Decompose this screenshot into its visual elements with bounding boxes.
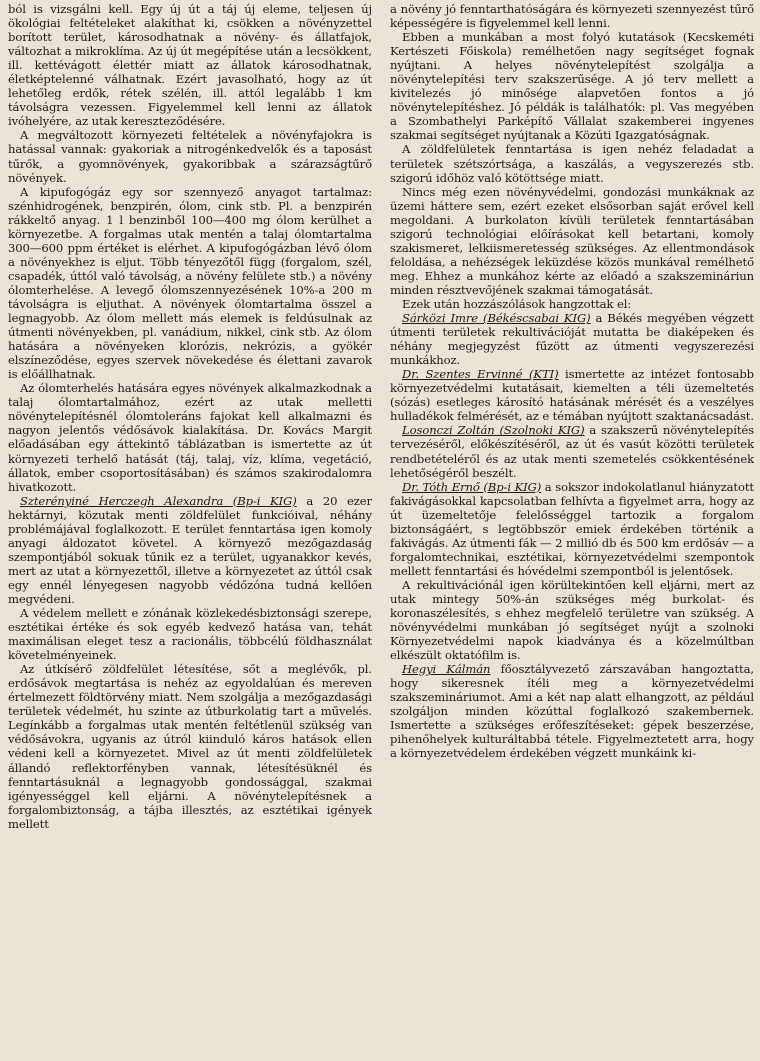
- paragraph-text: A védelem mellett e zónának közlekedésbiztonsági szerepe, esztétikai értéke és sok egyéb kedvező hatása van, tehát maximálisan eleget tesz a racionális, többcélú földhasználat követelményeinek.: [8, 606, 372, 663]
- paragraph-text: Az ólomterhelés hatására egyes növények alkalmazkodnak a talaj ólomtartalmához, ezért az utak melletti növénytelepítésnél ólomtoleráns fajokat kell alkalmazni és nagyon jelentős védősávok kialakítása. Dr. Kovács Margit előadásában egy áttekintő táblázatban is ismertette az út környezeti terhelő hatását (táj, talaj, víz, klíma, vegetáció, állatok, ember csoportosításában) és számos szakirodalomra hivatkozott.: [8, 381, 372, 494]
- speaker-paragraph: [390, 367, 754, 423]
- paragraph-text: Az útkísérő zöldfelület létesítése, sőt a meglévők, pl. erdősávok megtartása is nehéz az egyoldalúan és mereven értelmezett földtörvény miatt. Nem szolgálja a mezőgazdasági területek védelmét, hu szinte az útburkolatig tart a művelés. Legínkább a forgalmas utak mentén feltétlenül szükség van védősávokra, ugyanis az útról kiinduló káros hatások ellen védeni kell a környezetet. Mivel az út menti zöldfelületek állandó reflektorfényben vannak, létesítésüknél és fenntartásuknál a legnagyobb gondossággal, szakmai igényességgel kell eljárni. A növénytelepítésnek a forgalombiztonság, a tájba illesztés, az esztétikai igények mellett: [8, 662, 372, 831]
- paragraph: [8, 185, 372, 382]
- paragraph-text: Ebben a munkában a most folyó kutatások (Kecskeméti Kertészeti Főiskola) remélhetően nagy segítséget fognak nyújtani. A helyes növénytelepítést szolgálja a növénytelepítési terv szakszerűsége. A jó terv mellett a kivitelezés jó minősége alapvetően fontos a jó növénytelepítéshez. Jó példák is találhatók: pl. Vas megyében a Szombathelyi Parképítő Vállalat szakemberei ingyenes szakmai segítséget nyújtanak a Közúti Igazgatóságnak.: [390, 30, 754, 143]
- paragraph-text: ismertette az intézet fontosabb környezetvédelmi kutatásait, kiemelten a téli üzemeltetés (sózás) esetleges károsító hatásának mérését és a veszélyes hulladékok felmérését, az e témában nyújtott szaktanácsadást.: [390, 367, 754, 424]
- speaker-name: Losonczi Zoltán (Szolnoki KIG): [402, 423, 585, 438]
- paragraph: [390, 2, 754, 30]
- right-column: [390, 2, 754, 1061]
- paragraph: [8, 662, 372, 831]
- speaker-name: Hegyi Kálmán: [402, 662, 491, 677]
- paragraph-text: A rekultivációnál igen körültekintően kell eljárni, mert az utak mintegy 50%-án szükséges még burkolat- és koronaszélesítés, s ehhez megfelelő területre van szükség. A növényvédelmi munkában jó segítséget nyújt a szolnoki Környezetvédelmi napok kiadványa és a közelmúltban elkészült oktatófilm is.: [390, 577, 754, 663]
- speaker-name: Dr. Tóth Ernő (Bp-i KIG): [402, 479, 542, 494]
- speaker-name: Dr. Szentes Ervinné (KTI): [402, 367, 559, 382]
- speaker-paragraph: [390, 662, 754, 760]
- speaker-paragraph: [390, 311, 754, 367]
- paragraph-text: A megváltozott környezeti feltételek a növényfajokra is hatással vannak: gyakoriak a nitrogénkedvelők és a taposást tűrők, a gyomnövények, gyakoribbak a szárazságtűrő növények.: [8, 128, 372, 185]
- paragraph-text: a növény jó fenntarthatóságára és környezeti szennyezést tűrő képességére is figyelemmel kell lenni.: [390, 2, 754, 31]
- speaker-paragraph: [390, 480, 754, 578]
- paragraph-text: A kipufogógáz egy sor szennyező anyagot tartalmaz: szénhidrogének, benzpirén, ólom, cink stb. Pl. a benzpirén rákkeltő anyag. 1 l benzinből 100—400 mg ólom kerülhet a környezetbe. A forgalmas utak mentén a talaj ólomtartalma 300—600 ppm értéket is elérhet. A kipufogógázban lévő ólom a növényekhez is eljut. Több tényezőtől függ (forgalom, szél, csapadék, úttól való távolság, a növény felülete stb.) a növény ólomterhelése. A levegő ólomszennyezésének 10%-a 200 m távolságra is eljuthat. A növények ólomtartalma összel a legnagyobb. Az ólom mellett más elemek is feldúsulnak az útmenti növényekben, pl. vanádium, nikkel, cink stb. Az ólom hatására a növényeken klorózis, nekrózis, a gyökér elszíneződése, egyes szervek növekedése és élettani zavarok is előállhatnak.: [8, 184, 372, 382]
- paragraph: [8, 606, 372, 662]
- paragraph: [390, 297, 754, 311]
- paragraph: [390, 142, 754, 184]
- speaker-name: Szterényiné Herczegh Alexandra (Bp-i KIG): [20, 493, 297, 508]
- paragraph: [390, 578, 754, 662]
- paragraph: [8, 381, 372, 493]
- paragraph-text: a szakszerű növénytelepítés tervezéséről, előkészítéséről, az út és vasút közötti területek rendbetételéről és az utak menti szemetelés csökkentésének lehetőségéről beszélt.: [390, 423, 754, 480]
- speaker-name: Sárközi Imre (Békéscsabai KIG): [402, 311, 591, 326]
- paragraph-text: ból is vizsgálni kell. Egy új út a táj új eleme, teljesen új ökológiai feltételeket alakíthat ki, csökken a növényzettel borított terület, károsodhatnak a növény- és állatfajok, változhat a mikroklíma. Az új út megépítése után a lecsökkent, ill. kettévágott élettér miatt az állatok károsodhatnak, életképtelenné válhatnak. Ezért javasolható, hogy az út lehetőleg erdők, rétek szélén, ill. attól legalább 1 km távolságra vezessen. Figyelemmel kell lenni az állatok ivóhelyére, az utak kereszteződésére.: [8, 2, 372, 129]
- paragraph-text: főosztályvezető zárszavában hangoztatta, hogy sikeresnek ítéli meg a környezetvédelmi szakszemináriumot. Ami a két nap alatt elhangzott, az például szolgáljon minden közúttal foglalkozó szakembernek. Ismertette a szükséges erőfeszítéseket: gépek beszerzése, pihenőhelyek kulturáltabbá tétele. Figyelmeztetett arra, hogy a környezetvédelem érdekében végzett munkáink ki-: [390, 662, 754, 761]
- paragraph-text: a Békés megyében végzett útmenti területek rekultivációját mutatta be diaképeken és néhány megjegyzést fűzött az útmenti vegyszerezési munkákhoz.: [390, 311, 754, 368]
- paragraph-text: a sokszor indokolatlanul hiányzatott fakivágásokkal kapcsolatban felhívta a figyelmet arra, hogy az út üzemeltetője felelősséggel tartozik a forgalom biztonságáért, s legtöbbször emiek érdekében történik a fakivágás. Az útmenti fák — 2 millió db és 500 km erdősáv — a forgalomtechnikai, esztétikai, környezetvédelmi szempontok mellett fenntartási és hóvédelmi szempontból is jelentősek.: [390, 479, 754, 578]
- paragraph-text: a 20 ezer hektárnyi, közutak menti zöldfelület funkcióival, néhány problémájával foglalkozott. E terület fenntartása igen komoly anyagi áldozatot követel. A környező mezőgazdaság szempontjából sokuak tűnik ez a terület, ugyanakkor kevés, mert az utat a környezettől, illetve a környezetet az úttól csak egy ennél lényegesen nagyobb védőzóna tudná kellően megvédeni.: [8, 493, 372, 606]
- paragraph: [390, 185, 754, 297]
- paragraph-text: Ezek után hozzászólások hangzottak el:: [402, 296, 632, 311]
- speaker-paragraph: [8, 494, 372, 606]
- paragraph: [390, 30, 754, 142]
- paragraph-text: Nincs még ezen növényvédelmi, gondozási munkáknak az üzemi háttere sem, ezért ezeket elsősorban saját erővel kell megoldani. A burkolaton kívüli területek fenntartásában szigorú technológiai előírásokat kell betartani, komoly szakismeret, lelkiismeretesség szükséges. Az ellentmondások feloldása, a nehézségek leküzdése közös munkával remélhető meg. Ehhez a munkához kérte az előadó a szakszemináriun minden résztvevőjének szakmai támogatását.: [390, 184, 754, 297]
- left-column: [8, 2, 372, 1061]
- paragraph-text: A zöldfelületek fenntartása is igen nehéz feladadat a területek szétszórtsága, a kaszálás, a vegyszerezés stb. szigorú időhöz való kötöttsége miatt.: [390, 142, 754, 185]
- paragraph: [8, 128, 372, 184]
- paragraph: [8, 2, 372, 128]
- speaker-paragraph: [390, 423, 754, 479]
